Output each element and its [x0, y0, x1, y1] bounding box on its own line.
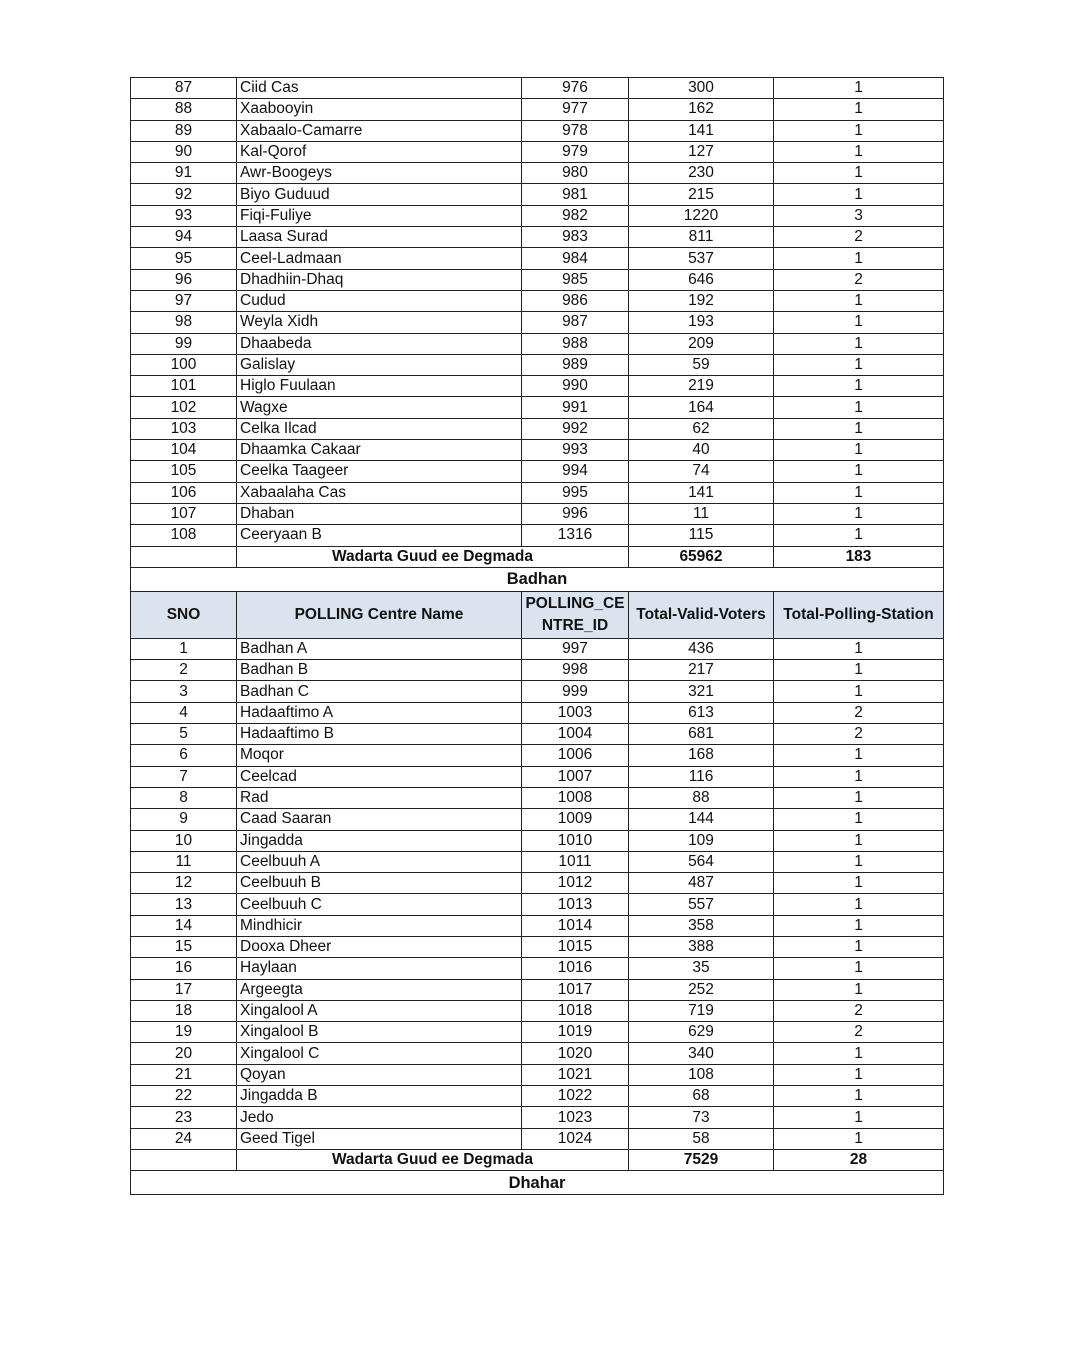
table-row	[131, 461, 944, 482]
polling-stations-cell: 1	[774, 958, 944, 979]
valid-voters-cell: 74	[629, 461, 774, 482]
centre-id-cell: 992	[522, 418, 629, 439]
centre-id-cell: 994	[522, 461, 629, 482]
total-stations: 28	[774, 1149, 944, 1170]
valid-voters-cell: 230	[629, 163, 774, 184]
block2-total-row	[131, 1149, 944, 1170]
centre-id-cell: 991	[522, 397, 629, 418]
valid-voters-cell: 162	[629, 99, 774, 120]
centre-id-cell: 1021	[522, 1064, 629, 1085]
centre-id-cell: 985	[522, 269, 629, 290]
total-voters: 7529	[629, 1149, 774, 1170]
table-row	[131, 787, 944, 808]
sno-cell: 103	[131, 418, 237, 439]
centre-id-cell: 999	[522, 681, 629, 702]
valid-voters-cell: 1220	[629, 205, 774, 226]
sno-cell: 3	[131, 681, 237, 702]
centre-name-cell: Ceelcad	[237, 766, 522, 787]
valid-voters-cell: 88	[629, 787, 774, 808]
table-row	[131, 724, 944, 745]
centre-id-cell: 1003	[522, 702, 629, 723]
valid-voters-cell: 35	[629, 958, 774, 979]
valid-voters-cell: 59	[629, 354, 774, 375]
table-row	[131, 99, 944, 120]
centre-id-cell: 1316	[522, 525, 629, 546]
polling-stations-cell: 1	[774, 851, 944, 872]
valid-voters-cell: 62	[629, 418, 774, 439]
centre-name-cell: Xingalool C	[237, 1043, 522, 1064]
polling-stations-cell: 1	[774, 745, 944, 766]
centre-id-cell: 998	[522, 660, 629, 681]
sno-cell: 99	[131, 333, 237, 354]
valid-voters-cell: 217	[629, 660, 774, 681]
section-title-row	[131, 1171, 944, 1195]
polling-stations-cell: 1	[774, 290, 944, 311]
centre-id-cell: 1011	[522, 851, 629, 872]
sno-cell: 24	[131, 1128, 237, 1149]
table-row	[131, 269, 944, 290]
valid-voters-cell: 141	[629, 482, 774, 503]
centre-id-cell: 987	[522, 312, 629, 333]
header-centre-id: POLLING_CE NTRE_ID	[522, 591, 629, 638]
centre-id-cell: 984	[522, 248, 629, 269]
centre-id-cell: 1013	[522, 894, 629, 915]
centre-name-cell: Weyla Xidh	[237, 312, 522, 333]
total-label: Wadarta Guud ee Degmada	[237, 1149, 629, 1170]
valid-voters-cell: 68	[629, 1086, 774, 1107]
polling-stations-cell: 1	[774, 809, 944, 830]
centre-name-cell: Cudud	[237, 290, 522, 311]
table-row	[131, 354, 944, 375]
sno-cell: 23	[131, 1107, 237, 1128]
centre-name-cell: Kal-Qorof	[237, 141, 522, 162]
polling-stations-cell: 2	[774, 227, 944, 248]
table-header-row	[131, 591, 944, 638]
table-row	[131, 681, 944, 702]
centre-id-cell: 1008	[522, 787, 629, 808]
polling-stations-cell: 1	[774, 376, 944, 397]
centre-id-cell: 1012	[522, 873, 629, 894]
centre-name-cell: Jingadda B	[237, 1086, 522, 1107]
centre-name-cell: Xabaalo-Camarre	[237, 120, 522, 141]
sno-cell: 108	[131, 525, 237, 546]
polling-stations-cell: 1	[774, 333, 944, 354]
sno-cell: 5	[131, 724, 237, 745]
sno-cell: 9	[131, 809, 237, 830]
centre-name-cell: Ceelka Taageer	[237, 461, 522, 482]
centre-id-cell: 990	[522, 376, 629, 397]
centre-name-cell: Xabaalaha Cas	[237, 482, 522, 503]
header-centre-name: POLLING Centre Name	[237, 591, 522, 638]
sno-cell: 14	[131, 915, 237, 936]
centre-id-cell: 977	[522, 99, 629, 120]
valid-voters-cell: 388	[629, 936, 774, 957]
table-row	[131, 205, 944, 226]
sno-cell: 107	[131, 503, 237, 524]
centre-name-cell: Wagxe	[237, 397, 522, 418]
sno-cell: 88	[131, 99, 237, 120]
sno-cell: 11	[131, 851, 237, 872]
centre-name-cell: Jedo	[237, 1107, 522, 1128]
centre-id-cell: 979	[522, 141, 629, 162]
table-row	[131, 376, 944, 397]
polling-stations-cell: 1	[774, 354, 944, 375]
valid-voters-cell: 358	[629, 915, 774, 936]
table-row	[131, 141, 944, 162]
polling-stations-cell: 1	[774, 120, 944, 141]
centre-name-cell: Argeegta	[237, 979, 522, 1000]
district-title: Badhan	[131, 567, 944, 591]
total-stations: 183	[774, 546, 944, 567]
valid-voters-cell: 681	[629, 724, 774, 745]
table-row	[131, 851, 944, 872]
centre-name-cell: Haylaan	[237, 958, 522, 979]
valid-voters-cell: 537	[629, 248, 774, 269]
centre-name-cell: Jingadda	[237, 830, 522, 851]
sno-cell: 17	[131, 979, 237, 1000]
centre-id-cell: 1014	[522, 915, 629, 936]
centre-name-cell: Ceelbuuh C	[237, 894, 522, 915]
valid-voters-cell: 629	[629, 1022, 774, 1043]
centre-id-cell: 1022	[522, 1086, 629, 1107]
table-row	[131, 163, 944, 184]
centre-name-cell: Fiqi-Fuliye	[237, 205, 522, 226]
centre-id-cell: 1007	[522, 766, 629, 787]
polling-stations-cell: 1	[774, 99, 944, 120]
table-row	[131, 1107, 944, 1128]
valid-voters-cell: 436	[629, 638, 774, 659]
table-row	[131, 915, 944, 936]
table-row	[131, 227, 944, 248]
polling-stations-cell: 1	[774, 1128, 944, 1149]
sno-cell: 95	[131, 248, 237, 269]
centre-name-cell: Badhan A	[237, 638, 522, 659]
centre-id-cell: 997	[522, 638, 629, 659]
centre-name-cell: Laasa Surad	[237, 227, 522, 248]
table-row	[131, 440, 944, 461]
sno-cell: 90	[131, 141, 237, 162]
table-row	[131, 1128, 944, 1149]
sno-cell: 96	[131, 269, 237, 290]
centre-id-cell: 981	[522, 184, 629, 205]
polling-stations-cell: 3	[774, 205, 944, 226]
sno-cell: 91	[131, 163, 237, 184]
table-row	[131, 1000, 944, 1021]
valid-voters-cell: 557	[629, 894, 774, 915]
table-row	[131, 958, 944, 979]
sno-cell: 101	[131, 376, 237, 397]
polling-stations-cell: 1	[774, 873, 944, 894]
polling-stations-cell: 1	[774, 461, 944, 482]
valid-voters-cell: 109	[629, 830, 774, 851]
table-row	[131, 638, 944, 659]
centre-name-cell: Dhaabeda	[237, 333, 522, 354]
centre-id-cell: 1018	[522, 1000, 629, 1021]
centre-id-cell: 1004	[522, 724, 629, 745]
sno-cell: 97	[131, 290, 237, 311]
polling-stations-cell: 1	[774, 894, 944, 915]
valid-voters-cell: 73	[629, 1107, 774, 1128]
polling-stations-cell: 1	[774, 163, 944, 184]
sno-cell: 6	[131, 745, 237, 766]
valid-voters-cell: 564	[629, 851, 774, 872]
centre-id-cell: 1020	[522, 1043, 629, 1064]
header-sno: SNO	[131, 591, 237, 638]
sno-cell: 105	[131, 461, 237, 482]
table-row	[131, 936, 944, 957]
centre-name-cell: Ceelbuuh B	[237, 873, 522, 894]
sno-cell: 8	[131, 787, 237, 808]
polling-stations-cell: 1	[774, 397, 944, 418]
header-valid-voters: Total-Valid-Voters	[629, 591, 774, 638]
valid-voters-cell: 193	[629, 312, 774, 333]
polling-stations-cell: 1	[774, 141, 944, 162]
centre-name-cell: Qoyan	[237, 1064, 522, 1085]
polling-stations-cell: 1	[774, 525, 944, 546]
valid-voters-cell: 811	[629, 227, 774, 248]
table-row	[131, 120, 944, 141]
centre-name-cell: Xingalool A	[237, 1000, 522, 1021]
sno-cell: 10	[131, 830, 237, 851]
valid-voters-cell: 144	[629, 809, 774, 830]
table-row	[131, 418, 944, 439]
table-row	[131, 78, 944, 99]
sno-cell: 1	[131, 638, 237, 659]
polling-stations-cell: 1	[774, 312, 944, 333]
centre-id-cell: 995	[522, 482, 629, 503]
valid-voters-cell: 141	[629, 120, 774, 141]
sno-cell: 7	[131, 766, 237, 787]
centre-name-cell: Dhadhiin-Dhaq	[237, 269, 522, 290]
sno-cell: 22	[131, 1086, 237, 1107]
table-row	[131, 830, 944, 851]
centre-id-cell: 976	[522, 78, 629, 99]
centre-name-cell: Ceel-Ladmaan	[237, 248, 522, 269]
table-row	[131, 873, 944, 894]
valid-voters-cell: 40	[629, 440, 774, 461]
sno-cell: 98	[131, 312, 237, 333]
polling-stations-cell: 1	[774, 638, 944, 659]
polling-stations-cell: 1	[774, 1107, 944, 1128]
centre-name-cell: Ciid Cas	[237, 78, 522, 99]
centre-name-cell: Mindhicir	[237, 915, 522, 936]
table-row	[131, 660, 944, 681]
valid-voters-cell: 219	[629, 376, 774, 397]
sno-cell: 102	[131, 397, 237, 418]
valid-voters-cell: 58	[629, 1128, 774, 1149]
centre-id-cell: 1017	[522, 979, 629, 1000]
centre-id-cell: 1024	[522, 1128, 629, 1149]
sno-cell: 89	[131, 120, 237, 141]
centre-id-cell: 1015	[522, 936, 629, 957]
valid-voters-cell: 127	[629, 141, 774, 162]
centre-name-cell: Xingalool B	[237, 1022, 522, 1043]
polling-stations-cell: 1	[774, 482, 944, 503]
polling-stations-cell: 1	[774, 787, 944, 808]
valid-voters-cell: 11	[629, 503, 774, 524]
polling-stations-cell: 1	[774, 936, 944, 957]
sno-cell: 21	[131, 1064, 237, 1085]
sno-cell: 20	[131, 1043, 237, 1064]
centre-name-cell: Galislay	[237, 354, 522, 375]
polling-stations-cell: 1	[774, 766, 944, 787]
valid-voters-cell: 719	[629, 1000, 774, 1021]
centre-name-cell: Geed Tigel	[237, 1128, 522, 1149]
centre-name-cell: Hadaaftimo A	[237, 702, 522, 723]
sno-cell: 19	[131, 1022, 237, 1043]
centre-id-cell: 1009	[522, 809, 629, 830]
polling-stations-cell: 2	[774, 1000, 944, 1021]
sno-cell: 4	[131, 702, 237, 723]
polling-stations-cell: 1	[774, 503, 944, 524]
sno-cell: 92	[131, 184, 237, 205]
header-polling-stations: Total-Polling-Station	[774, 591, 944, 638]
table-row	[131, 1022, 944, 1043]
polling-stations-cell: 2	[774, 269, 944, 290]
centre-id-cell: 980	[522, 163, 629, 184]
polling-stations-cell: 2	[774, 702, 944, 723]
table-row	[131, 809, 944, 830]
centre-id-cell: 996	[522, 503, 629, 524]
block2-body	[131, 638, 944, 1149]
valid-voters-cell: 646	[629, 269, 774, 290]
polling-stations-cell: 1	[774, 681, 944, 702]
table-row	[131, 503, 944, 524]
section-title-row	[131, 567, 944, 591]
valid-voters-cell: 115	[629, 525, 774, 546]
valid-voters-cell: 613	[629, 702, 774, 723]
polling-stations-cell: 1	[774, 248, 944, 269]
sno-cell: 16	[131, 958, 237, 979]
total-label: Wadarta Guud ee Degmada	[237, 546, 629, 567]
table-row	[131, 1043, 944, 1064]
centre-id-cell: 982	[522, 205, 629, 226]
sno-cell: 2	[131, 660, 237, 681]
sno-cell: 94	[131, 227, 237, 248]
polling-stations-cell: 1	[774, 1086, 944, 1107]
centre-name-cell: Higlo Fuulaan	[237, 376, 522, 397]
sno-cell: 12	[131, 873, 237, 894]
centre-name-cell: Dhaamka Cakaar	[237, 440, 522, 461]
valid-voters-cell: 168	[629, 745, 774, 766]
centre-id-cell: 1023	[522, 1107, 629, 1128]
centre-name-cell: Hadaaftimo B	[237, 724, 522, 745]
polling-stations-cell: 1	[774, 979, 944, 1000]
centre-name-cell: Xaabooyin	[237, 99, 522, 120]
table-row	[131, 525, 944, 546]
centre-name-cell: Rad	[237, 787, 522, 808]
centre-id-cell: 988	[522, 333, 629, 354]
block1-body	[131, 78, 944, 547]
valid-voters-cell: 209	[629, 333, 774, 354]
sno-cell: 106	[131, 482, 237, 503]
block1-total-row	[131, 546, 944, 567]
polling-stations-cell: 1	[774, 184, 944, 205]
centre-name-cell: Caad Saaran	[237, 809, 522, 830]
polling-stations-cell: 1	[774, 915, 944, 936]
district-title: Dhahar	[131, 1171, 944, 1195]
centre-name-cell: Celka Ilcad	[237, 418, 522, 439]
polling-stations-cell: 1	[774, 440, 944, 461]
valid-voters-cell: 108	[629, 1064, 774, 1085]
valid-voters-cell: 215	[629, 184, 774, 205]
centre-id-cell: 993	[522, 440, 629, 461]
polling-stations-cell: 1	[774, 1064, 944, 1085]
valid-voters-cell: 321	[629, 681, 774, 702]
table-row	[131, 979, 944, 1000]
valid-voters-cell: 487	[629, 873, 774, 894]
polling-stations-cell: 2	[774, 724, 944, 745]
centre-id-cell: 1006	[522, 745, 629, 766]
table-row	[131, 248, 944, 269]
centre-id-cell: 1016	[522, 958, 629, 979]
sno-cell: 18	[131, 1000, 237, 1021]
centre-id-cell: 978	[522, 120, 629, 141]
centre-name-cell: Biyo Guduud	[237, 184, 522, 205]
centre-name-cell: Awr-Boogeys	[237, 163, 522, 184]
polling-stations-cell: 1	[774, 78, 944, 99]
centre-name-cell: Moqor	[237, 745, 522, 766]
centre-id-cell: 1019	[522, 1022, 629, 1043]
table-row	[131, 745, 944, 766]
sno-cell: 100	[131, 354, 237, 375]
centre-id-cell: 1010	[522, 830, 629, 851]
table-row	[131, 1086, 944, 1107]
valid-voters-cell: 116	[629, 766, 774, 787]
centre-name-cell: Badhan C	[237, 681, 522, 702]
centre-id-cell: 983	[522, 227, 629, 248]
total-voters: 65962	[629, 546, 774, 567]
centre-name-cell: Dooxa Dheer	[237, 936, 522, 957]
table-row	[131, 397, 944, 418]
sno-cell: 13	[131, 894, 237, 915]
valid-voters-cell: 252	[629, 979, 774, 1000]
sno-cell: 93	[131, 205, 237, 226]
table-row	[131, 1064, 944, 1085]
table-row	[131, 333, 944, 354]
polling-stations-cell: 1	[774, 1043, 944, 1064]
centre-id-cell: 986	[522, 290, 629, 311]
polling-centres-table	[130, 77, 944, 1195]
centre-name-cell: Ceelbuuh A	[237, 851, 522, 872]
table-row	[131, 184, 944, 205]
valid-voters-cell: 164	[629, 397, 774, 418]
valid-voters-cell: 340	[629, 1043, 774, 1064]
polling-stations-cell: 1	[774, 660, 944, 681]
valid-voters-cell: 300	[629, 78, 774, 99]
polling-stations-cell: 1	[774, 418, 944, 439]
centre-id-cell: 989	[522, 354, 629, 375]
centre-name-cell: Ceeryaan B	[237, 525, 522, 546]
table-row	[131, 482, 944, 503]
table-row	[131, 894, 944, 915]
table-row	[131, 702, 944, 723]
polling-stations-cell: 1	[774, 830, 944, 851]
sno-cell: 87	[131, 78, 237, 99]
sno-cell: 15	[131, 936, 237, 957]
sno-cell: 104	[131, 440, 237, 461]
table-row	[131, 290, 944, 311]
centre-name-cell: Dhaban	[237, 503, 522, 524]
polling-stations-cell: 2	[774, 1022, 944, 1043]
table-row	[131, 312, 944, 333]
centre-name-cell: Badhan B	[237, 660, 522, 681]
valid-voters-cell: 192	[629, 290, 774, 311]
table-row	[131, 766, 944, 787]
